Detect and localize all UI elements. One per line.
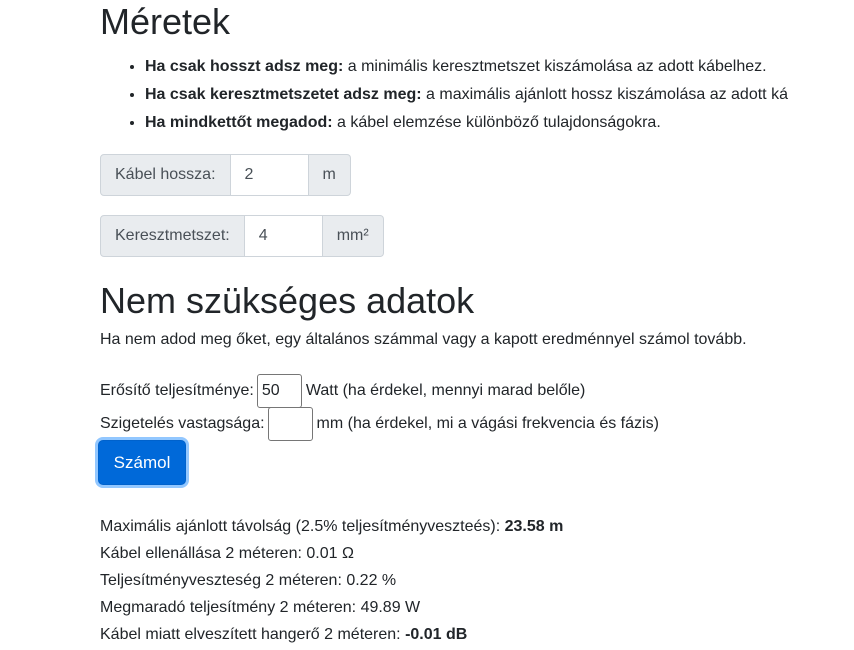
list-item <box>145 109 788 137</box>
cross-section-group <box>100 215 384 257</box>
optional-heading: Nem szükséges adatok <box>100 280 475 321</box>
calculate-button[interactable]: Számol <box>98 440 186 485</box>
cross-section-label: Keresztmetszet: <box>100 215 245 257</box>
result-power-loss: Teljesítményveszteség 2 méteren: 0.22 % <box>100 572 397 589</box>
cable-length-input[interactable] <box>231 154 309 196</box>
amplifier-suffix: Watt (ha érdekel, mennyi marad belőle) <box>305 382 586 399</box>
insulation-suffix: mm (ha érdekel, mi a vágási frekvencia és fázis) <box>316 415 659 432</box>
list-item-text: a minimális keresztmetszet kiszámolása az adott kábelhez. <box>343 58 767 75</box>
volume-loss-value: -0.01 dB <box>405 626 468 643</box>
max-distance-label: Maximális ajánlott távolság (2.5% teljesítményveszteés): <box>100 518 505 535</box>
cable-length-label: Kábel hossza: <box>100 154 231 196</box>
amplifier-row <box>100 374 585 408</box>
list-item-bold: Ha csak keresztmetszetet adsz meg: <box>145 86 422 103</box>
amplifier-label: Erősítő teljesítménye: <box>100 382 254 399</box>
cross-section-unit: mm² <box>323 215 384 257</box>
results <box>100 513 563 648</box>
list-item <box>145 81 788 109</box>
list-item-text: a maximális ajánlott hossz kiszámolása az adott ká <box>421 86 788 103</box>
list-item-text: a kábel elemzése különböző tulajdonságokra. <box>332 114 661 131</box>
cable-length-unit: m <box>309 154 351 196</box>
insulation-label: Szigetelés vastagsága: <box>100 415 265 432</box>
result-volume-loss <box>100 621 563 648</box>
result-resistance: Kábel ellenállása 2 méteren: 0.01 Ω <box>100 545 354 562</box>
result-max-distance <box>100 513 563 540</box>
max-distance-value: 23.58 m <box>504 518 564 535</box>
insulation-row <box>100 407 659 441</box>
optional-description: Ha nem adod meg őket, egy általános számmal vagy a kapott eredménnyel számol tovább. <box>100 331 747 348</box>
insulation-thickness-input[interactable] <box>268 407 313 441</box>
result-remaining-power: Megmaradó teljesítmény 2 méteren: 49.89 W <box>100 599 421 616</box>
cable-length-group <box>100 154 351 196</box>
info-list <box>100 53 788 137</box>
volume-loss-label: Kábel miatt elveszített hangerő 2 méteren: <box>100 626 406 643</box>
list-item-bold: Ha mindkettőt megadod: <box>145 114 333 131</box>
dimensions-heading: Méretek <box>100 1 231 42</box>
cross-section-input[interactable] <box>245 215 323 257</box>
list-item <box>145 53 788 81</box>
amplifier-power-input[interactable] <box>257 374 302 408</box>
list-item-bold: Ha csak hosszt adsz meg: <box>145 58 344 75</box>
